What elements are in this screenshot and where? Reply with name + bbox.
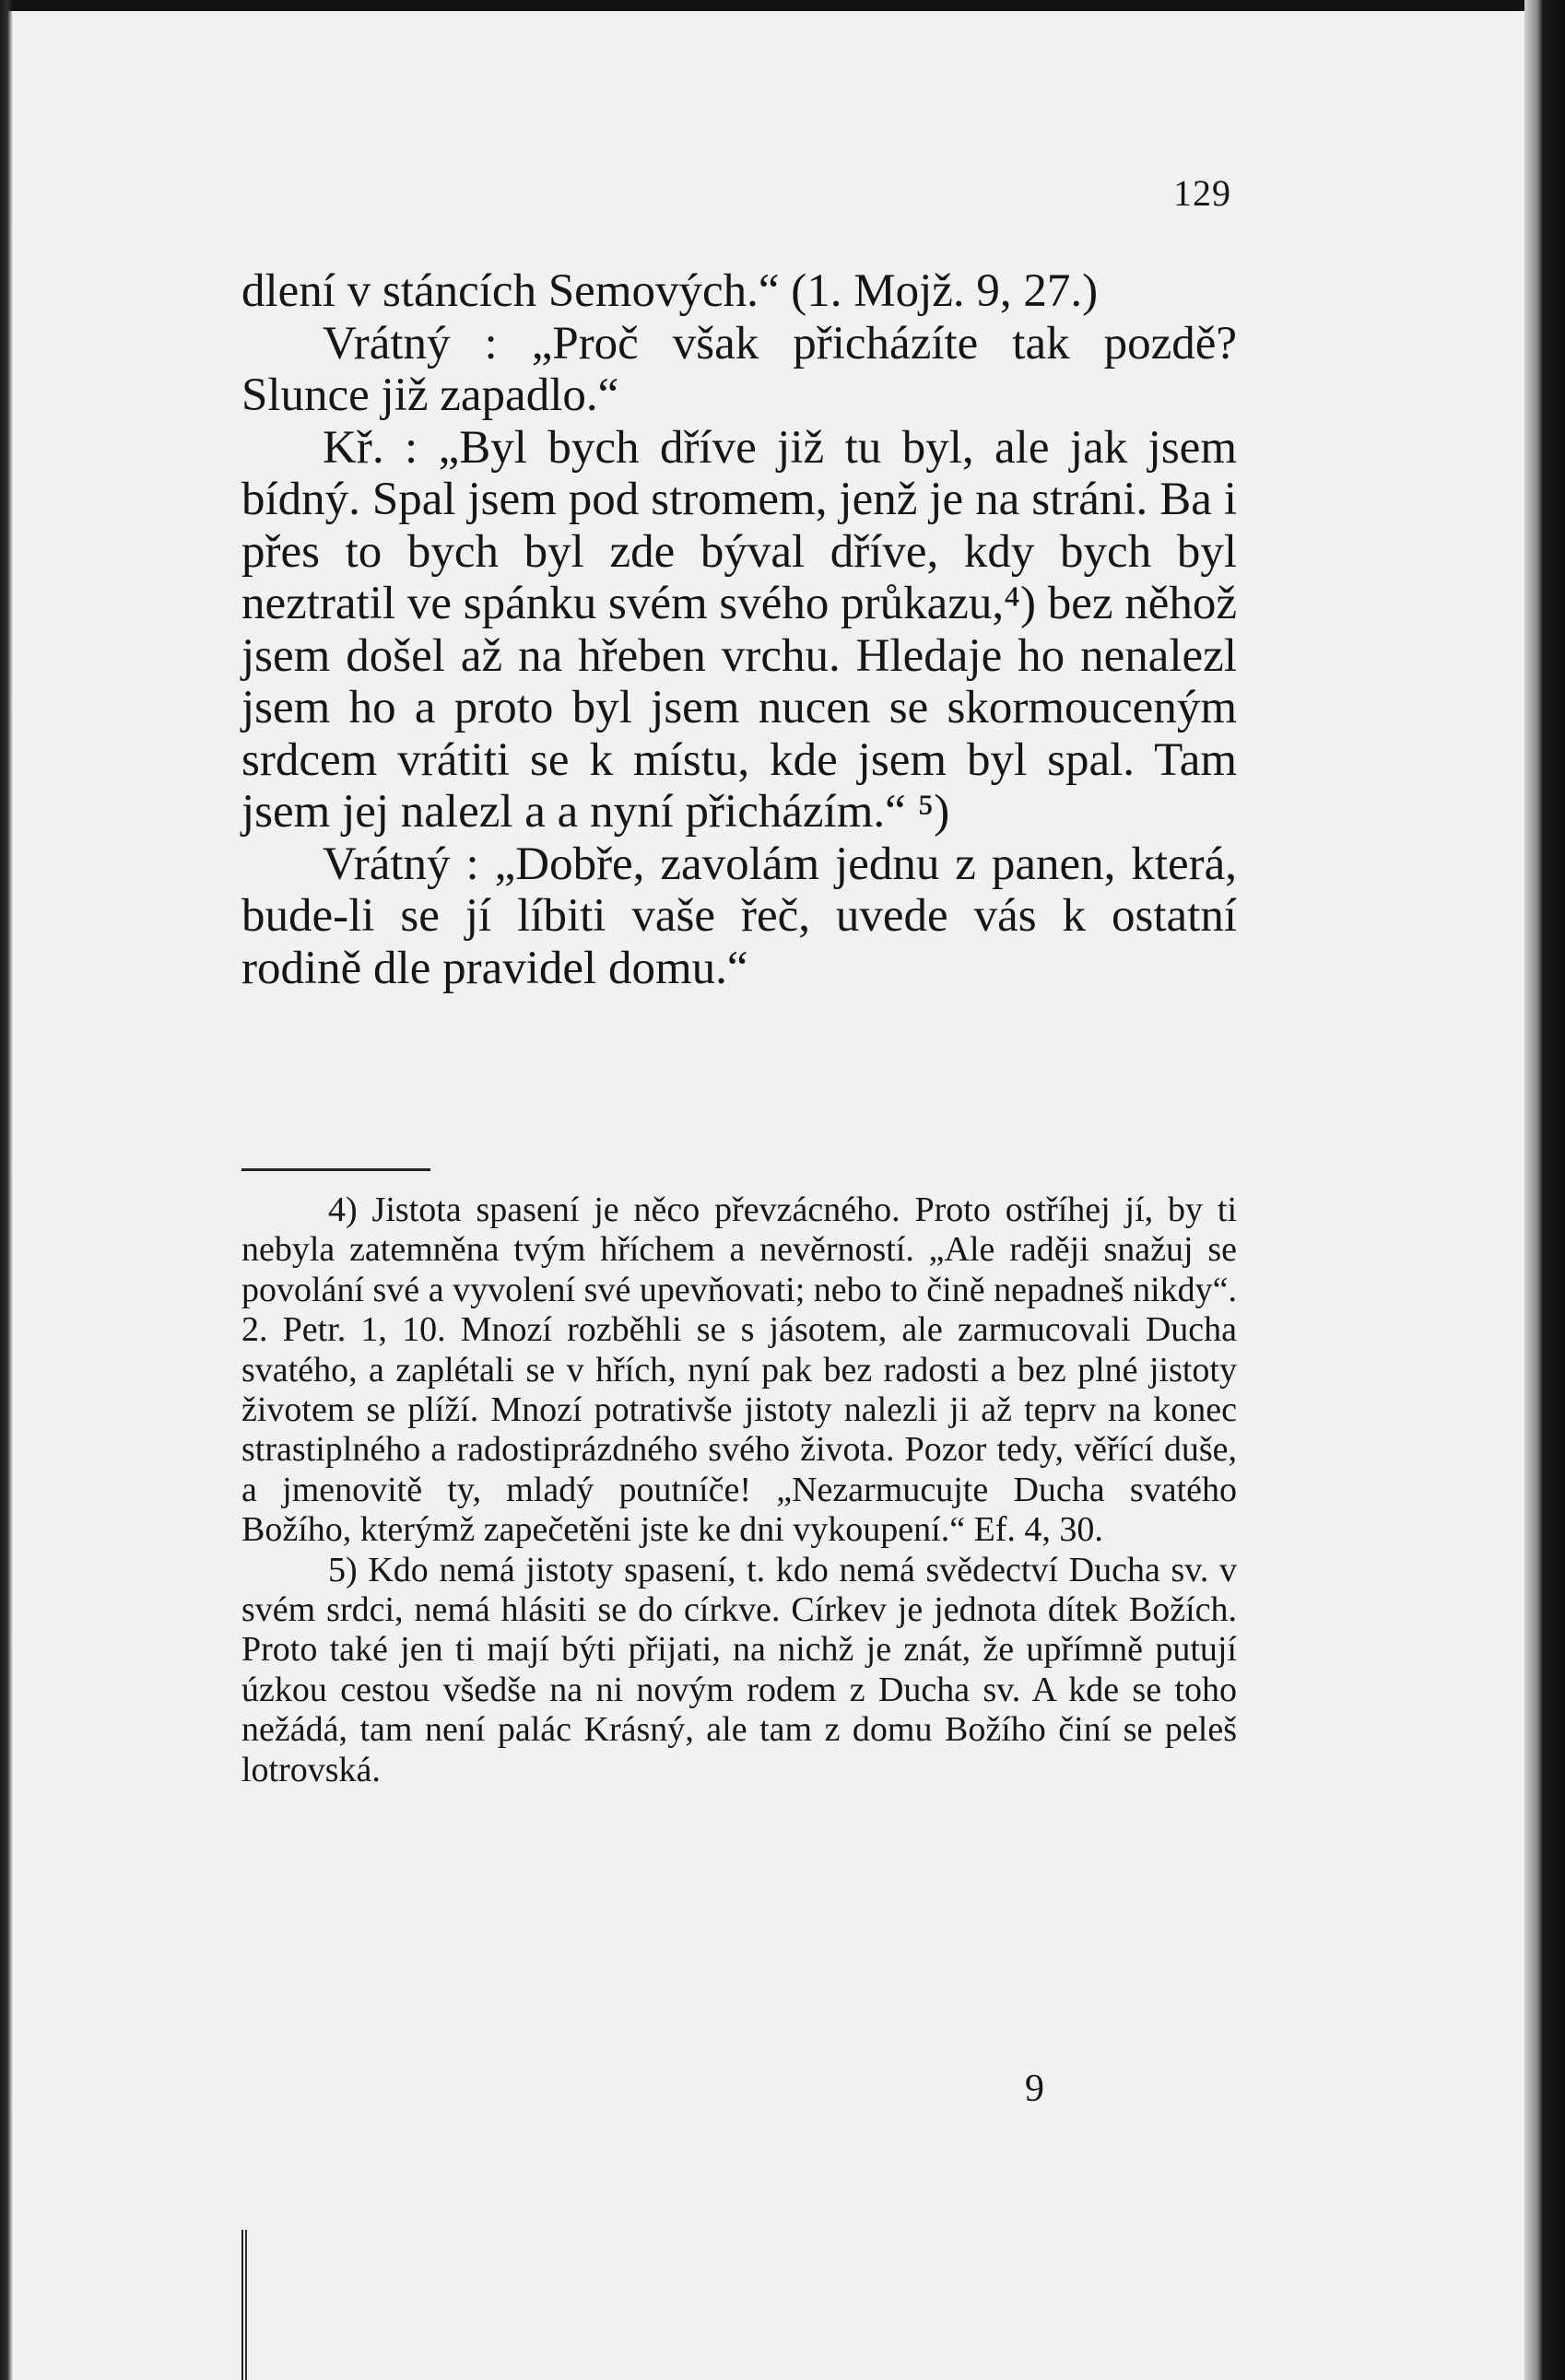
scan-border-right [1524, 0, 1565, 2380]
printer-signature: 9 [1025, 2068, 1044, 2110]
page-number: 129 [1173, 172, 1231, 214]
scan-border-left [0, 0, 13, 2380]
scan-border-top [0, 0, 1565, 11]
footnote-marker: 5) [328, 1550, 358, 1589]
footnote-marker: 4) [328, 1190, 358, 1229]
footnotes [241, 1190, 1237, 1790]
footnote [241, 1190, 1237, 1551]
footnote-text: Kdo nemá jistoty spasení, t. kdo nemá svědectví Ducha sv. v svém srdci, nemá hlásiti se do církve. Církev je jednota dítek Božích. Proto také jen ti mají býti přijati, na nichž je znát, že upřímně putují úzkou cestou všedše na ni novým rodem z Ducha sv. A kde se toho nežádá, tam není palác Krásný, ale tam z domu Božího činí se peleš lotrovská. [241, 1550, 1237, 1789]
footnote-text: Jistota spasení je něco převzácného. Proto ostříhej jí, by ti nebyla zatemněna tvým hříchem a nevěrností. „Ale raději snažuj se povolání své a vyvolení své upevňovati; nebo to čině nepadneš nikdy“. 2. Petr. 1, 10. Mnozí rozběhli se s jásotem, ale zarmucovali Ducha svatého, a zaplétali se v hřích, nyní pak bez radosti a bez plné jistoty životem se plíží. Mnozí potrativše jistoty nalezli ji až teprv na konec strastiplného a radostiprázdného svého života. Pozor tedy, věřící duše, a jmenovitě ty, mladý poutníče! „Nezarmucujte Ducha svatého Božího, kterýmž zapečetěni jste ke dni vykoupení.“ Ef. 4, 30. [241, 1190, 1238, 1550]
binding-gutter-mark [241, 2230, 247, 2380]
main-text [241, 265, 1237, 994]
paragraph: Kř. : „Byl bych dříve již tu byl, ale jak jsem bídný. Spal jsem pod stromem, jenž je na stráni. Ba i přes to bych byl zde býval dříve, kdy bych byl neztratil ve spánku svém svého průkazu,⁴) bez něhož jsem došel až na hřeben vrchu. Hledaje ho nenalezl jsem ho a proto byl jsem nucen se skormouceným srdcem vrátiti se k místu, kde jsem byl spal. Tam jsem jej nalezl a a nyní přicházím.“ ⁵) [241, 421, 1237, 838]
footnote [241, 1551, 1237, 1790]
paragraph: Vrátný : „Proč však přicházíte tak pozdě? Slunce již zapadlo.“ [241, 317, 1237, 421]
footnote-separator [241, 1168, 430, 1171]
paragraph: Vrátný : „Dobře, zavolám jednu z panen, která, bude-li se jí líbiti vaše řeč, uvede vás k ostatní rodině dle pravidel domu.“ [241, 838, 1237, 994]
paragraph: dlení v stáncích Semových.“ (1. Mojž. 9, 27.) [241, 265, 1099, 317]
